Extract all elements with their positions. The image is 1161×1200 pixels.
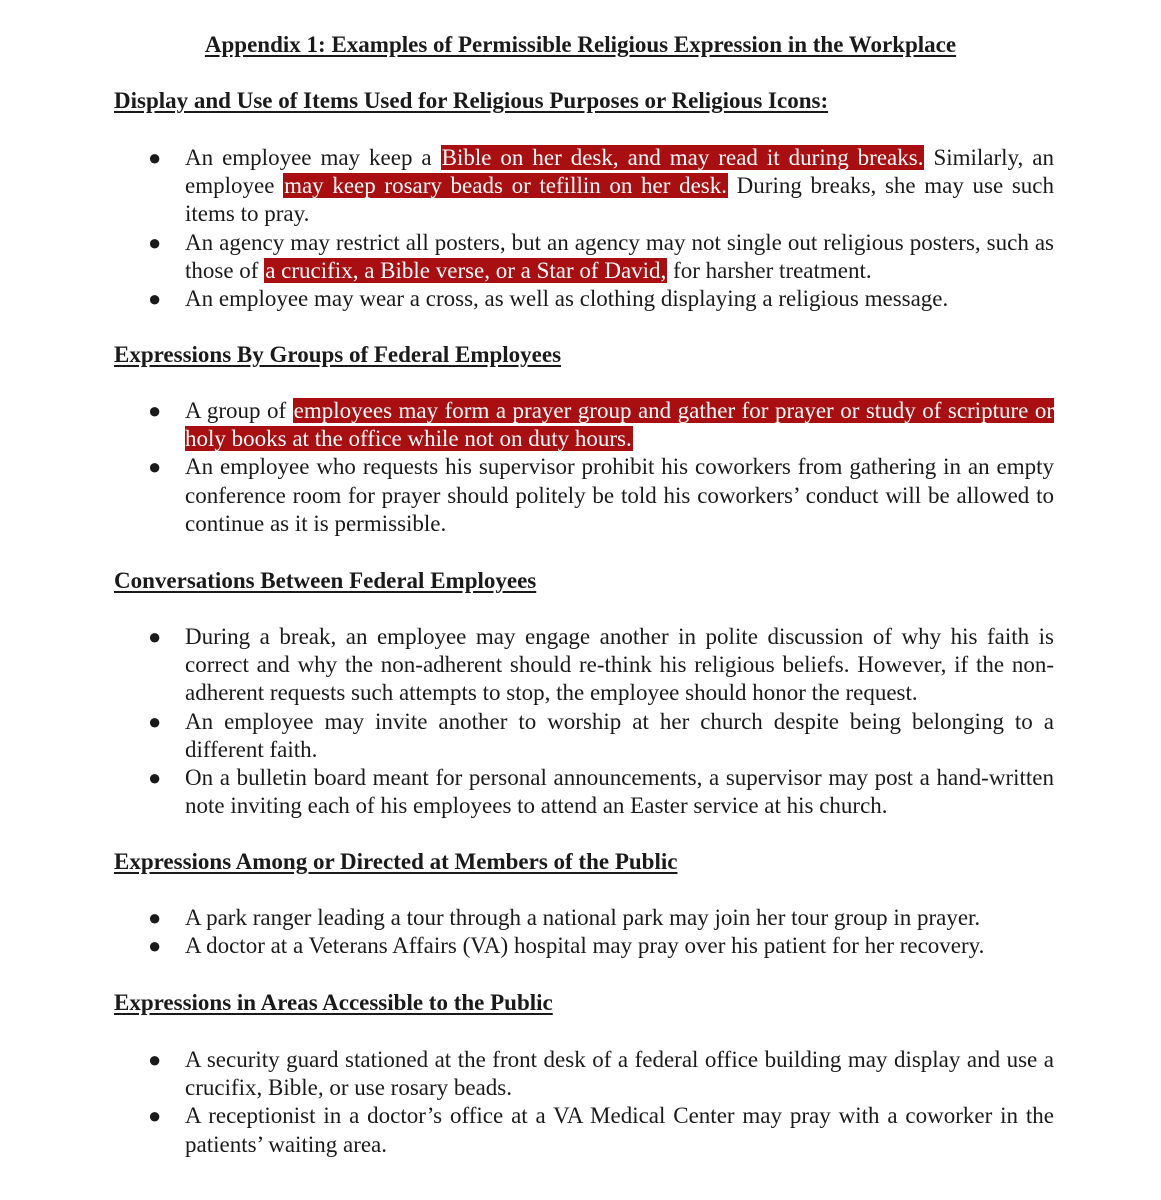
bullet-item: [114, 397, 1054, 453]
item-text: A doctor at a Veterans Affairs (VA) hospital may pray over his patient for her recovery.: [185, 933, 985, 959]
item-text: An employee who requests his supervisor prohibit his coworkers from gathering in an empty conference room for prayer should politely be told his coworkers’ conduct will be allowed to continue as it is permissible.: [185, 454, 1054, 536]
bullet-item: [114, 1046, 1054, 1102]
item-text: A park ranger leading a tour through a national park may join her tour group in prayer.: [185, 905, 981, 930]
section-list-group-expressions: [114, 397, 1054, 538]
section-list-public-expressions: [114, 904, 1054, 960]
item-text: On a bulletin board meant for personal announcements, a supervisor may post a hand-written note inviting each of his employees to attend an Easter service at his church.: [185, 765, 1054, 819]
item-text: During a break, an employee may engage another in polite discussion of why his faith is correct and why the non-adherent should re-think his religious beliefs. However, if the non-adherent requests such attempts to stop, the employee should honor the request.: [185, 624, 1054, 706]
bullet-item: [114, 708, 1054, 764]
item-text: Similarly, an employee: [185, 145, 1054, 199]
section-heading-conversations: Conversations Between Federal Employees: [114, 568, 537, 593]
item-text: An employee may wear a cross, as well as clothing displaying a religious message.: [185, 286, 949, 312]
section-heading-public-expressions: Expressions Among or Directed at Members of the Public: [114, 849, 678, 874]
section-heading-group-expressions: Expressions By Groups of Federal Employees: [114, 342, 562, 367]
bullet-item: [114, 229, 1054, 285]
bullet-icon: ●: [148, 286, 162, 312]
bullet-icon: ●: [148, 229, 162, 255]
bullet-item: [114, 764, 1054, 820]
bullet-icon: ●: [148, 398, 162, 423]
bullet-icon: ●: [148, 933, 162, 959]
bullet-item: [114, 932, 1054, 960]
page-title: Appendix 1: Examples of Permissible Religious Expression in the Workplace: [204, 32, 957, 57]
bullet-item: [114, 285, 1054, 313]
highlighted-text: Bible on her desk, and may read it during breaks.: [441, 145, 924, 170]
highlighted-text: employees may form a prayer group and gather for prayer or study of scripture or holy books at the office while not on duty hours.: [185, 398, 1054, 452]
bullet-icon: ●: [148, 708, 162, 734]
bullet-icon: ●: [148, 1047, 162, 1072]
bullet-icon: ●: [148, 145, 162, 170]
item-text: A group of: [185, 398, 293, 423]
section-list-public-areas: [114, 1046, 1054, 1159]
highlighted-text: may keep rosary beads or tefillin on her desk.: [284, 173, 728, 199]
bullet-icon: ●: [148, 454, 162, 480]
bullet-icon: ●: [148, 624, 162, 649]
bullet-icon: ●: [148, 905, 162, 930]
bullet-item: [114, 904, 1054, 932]
bullet-icon: ●: [148, 1103, 162, 1129]
section-heading-public-areas: Expressions in Areas Accessible to the Public: [114, 990, 553, 1015]
section-heading-display-items: Display and Use of Items Used for Religious Purposes or Religious Icons:: [114, 88, 829, 113]
bullet-item: [114, 144, 1054, 229]
item-text: for harsher treatment.: [667, 257, 872, 283]
bullet-item: [114, 623, 1054, 708]
bullet-item: [114, 1102, 1054, 1158]
highlighted-text: a crucifix, a Bible verse, or a Star of David,: [265, 257, 667, 283]
item-text: An employee may keep a: [185, 145, 441, 170]
bullet-icon: ●: [148, 765, 162, 791]
bullet-item: [114, 453, 1054, 538]
item-text: An agency may restrict all posters, but an agency may not single out religious posters, such as those of: [185, 229, 1054, 283]
item-text: During breaks, she may use such items to pray.: [185, 173, 1055, 227]
item-text: A receptionist in a doctor’s office at a VA Medical Center may pray with a coworker in the patients’ waiting area.: [185, 1103, 1054, 1157]
item-text: An employee may invite another to worship at her church despite being belonging to a different faith.: [185, 708, 1054, 762]
section-list-display-items: [114, 144, 1054, 313]
item-text: A security guard stationed at the front desk of a federal office building may display and use a crucifix, Bible, or use rosary beads.: [185, 1047, 1054, 1101]
section-list-conversations: [114, 623, 1054, 820]
